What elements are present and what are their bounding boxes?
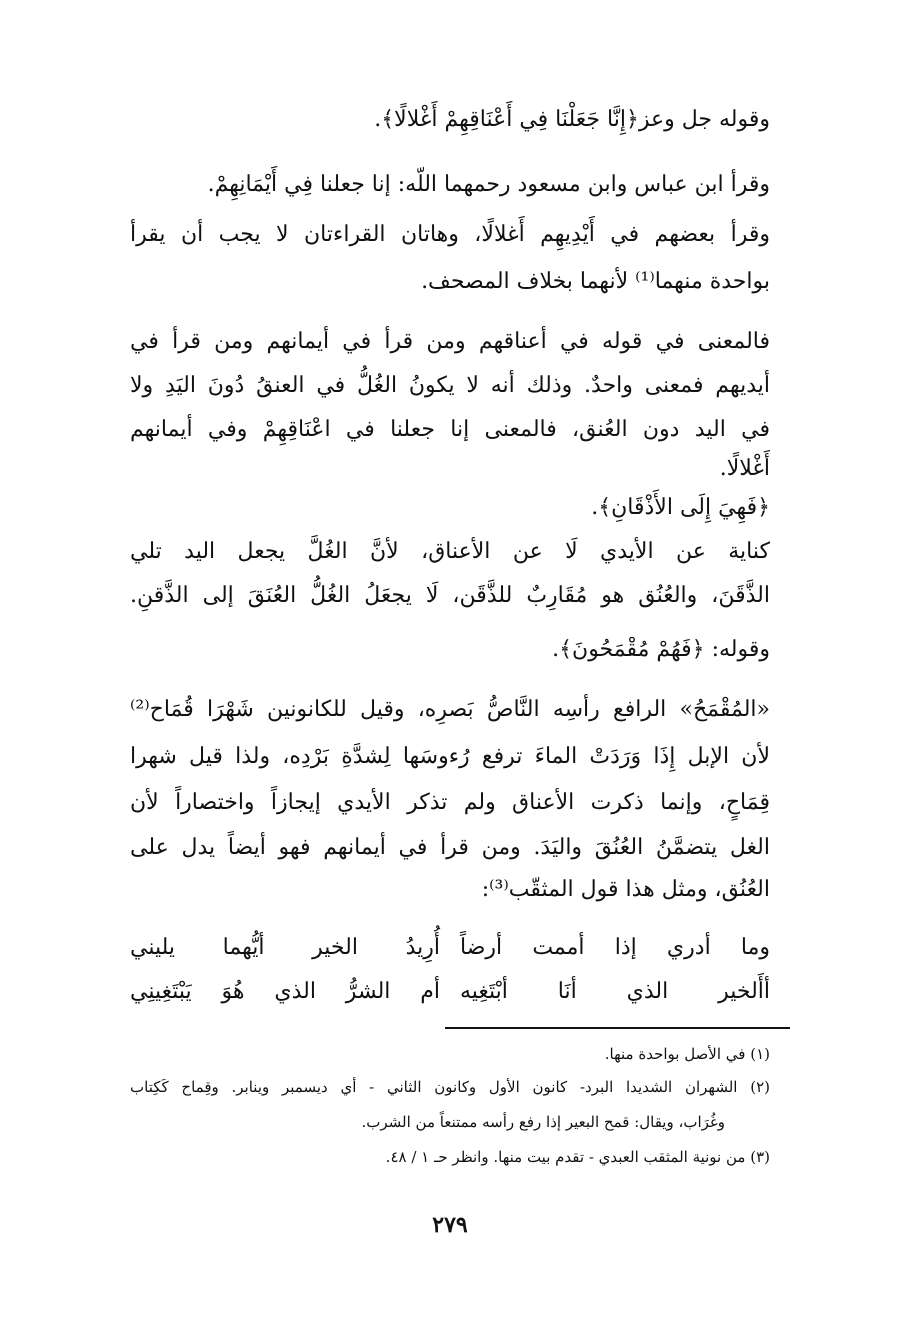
text-line: وقرأ ابن عباس وابن مسعود رحمهما اللّه: إنا جعلنا فِي أَيْمَانِهِمْ. bbox=[207, 172, 770, 197]
verse-hemistich-first: أأَلخير الذي أنَا أبْتَغِيه bbox=[460, 979, 770, 1004]
text-line: قِمَاحٍ، وإنما ذكرت الأعناق ولم تذكر الأيدي إيجازاً واختصاراً لأن bbox=[130, 790, 770, 815]
verse-quote-line: وقوله: ﴿فَهُمْ مُقْمَحُونَ﴾. bbox=[552, 637, 770, 662]
text-line: أيديهم فمعنى واحدٌ. وذلك أنه لا يكونُ الغُلُّ في العنقُ دُونَ اليَدِ ولا bbox=[130, 373, 770, 398]
text-line: الغل يتضمَّنُ العُنُقَ واليَدَ. ومن قرأ في أيمانهم فهو أيضاً يدل على bbox=[130, 835, 770, 860]
footnote: (٣) من نونية المثقب العبدي - تقدم بيت منها. وانظر حـ ١ / ٤٨. bbox=[385, 1148, 770, 1166]
verse-hemistich-first: وما أدري إذا أممت أرضاً bbox=[460, 935, 770, 960]
text-line: الذَّقَنَ، والعُنُق هو مُقَارِبٌ للذَّقَن، لَا يجعَلُ الغُلُّ العُنَقَ إلى الذَّقنِ. bbox=[130, 583, 770, 608]
footnote-divider bbox=[445, 1027, 790, 1029]
text-line: فالمعنى في قوله في أعناقهم ومن قرأ في أيمانهم ومن قرأ في bbox=[130, 329, 770, 354]
text-line: كناية عن الأيدي لَا عن الأعناق، لأنَّ الغُلَّ يجعل اليد تلي bbox=[130, 539, 770, 564]
footnote: (١) في الأصل بواحدة منها. bbox=[604, 1045, 770, 1063]
poem-verse bbox=[130, 972, 770, 1012]
text-line: العُنُق، ومثل هذا قول المثقّب⁽³⁾: bbox=[481, 877, 770, 902]
text-line: لأن الإبل إِذَا وَرَدَتْ الماءَ ترفع رُءوسَها لِشدَّةِ بَرْدِه، ولذا قيل شهرا bbox=[130, 744, 770, 769]
poem-verse bbox=[130, 928, 770, 968]
footnote: (٢) الشهران الشديدا البرد- كانون الأول وكانون الثاني - أي ديسمبر وينابر. وقِماح كَكِتاب bbox=[130, 1078, 770, 1096]
text-line: بواحدة منهما⁽¹⁾ لأنهما بخلاف المصحف. bbox=[421, 269, 770, 294]
text-line: في اليد دون العُنق، فالمعنى إنا جعلنا في اعْنَاقِهِمْ وفي أيمانهم bbox=[130, 417, 770, 442]
text-line: أَغْلالًا. bbox=[719, 456, 770, 481]
footnote-continuation: وغُرَاب، ويقال: قمح البعير إذا رفع رأسه ممتنعاً من الشرب. bbox=[361, 1113, 725, 1131]
verse-hemistich-second: أم الشرُّ الذي هُوَ يَبْتَغِينِي bbox=[130, 979, 440, 1004]
verse-hemistich-second: أُرِيدُ الخير أيُّهما يليني bbox=[130, 935, 440, 960]
text-line: «المُقْمَحُ» الرافع رأسِه النَّاصُّ بَصرِه، وقيل للكانونين شَهْرَا قُمَاح⁽²⁾ bbox=[130, 697, 770, 722]
page-number: ٢٧٩ bbox=[432, 1212, 468, 1238]
text-line: وقرأ بعضهم في أَيْدِيهِم أَغلالًا، وهاتان القراءتان لا يجب أن يقرأ bbox=[130, 222, 770, 247]
verse-quote-line: وقوله جل وعز﴿إِنَّا جَعَلْنَا فِي أَعْنَاقِهِمْ أَغْلالًا﴾. bbox=[374, 107, 770, 132]
verse-quote-line: ﴿فَهِيَ إِلَى الأَذْقَانِ﴾. bbox=[591, 495, 770, 520]
